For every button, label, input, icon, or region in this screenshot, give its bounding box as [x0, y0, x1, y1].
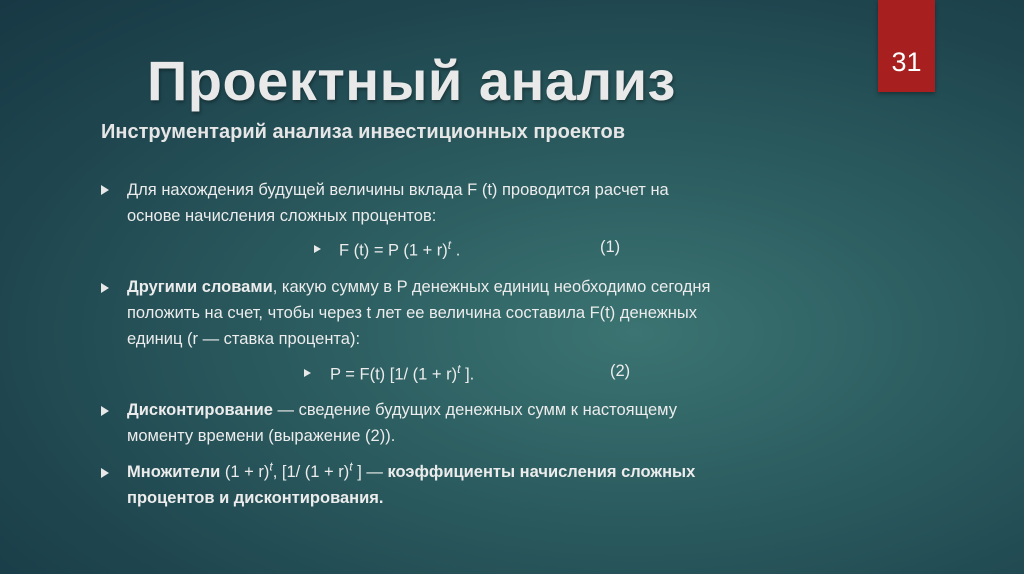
- page-number-badge: [878, 0, 935, 92]
- bullet-line: , какую сумму в P денежных единиц необходимо сегодня: [272, 278, 711, 296]
- bullet-exponent: t: [269, 459, 273, 474]
- bullet-arrow-icon: [101, 185, 109, 195]
- bullet-bold-text: коэффициенты начисления сложных: [387, 463, 696, 481]
- bullet-multipliers: [127, 459, 695, 511]
- bullet-arrow-icon: [101, 468, 109, 478]
- formula-arrow-icon: [314, 245, 321, 253]
- formula-present-value: [330, 362, 474, 385]
- bullet-arrow-icon: [101, 283, 109, 293]
- formula-exponent: t: [447, 238, 452, 252]
- formula-future-value: [339, 238, 460, 261]
- formula-tail: .: [451, 241, 461, 260]
- slide-title: Проектный анализ: [147, 49, 676, 112]
- bullet-line: Для нахождения будущей величины вклада F (t) проводится расчет на: [127, 181, 669, 199]
- bullet-bold-term: Дисконтирование: [127, 401, 273, 419]
- bullet-bold-term: Другими словами: [127, 278, 273, 296]
- formula-text: F (t) = P (1 + r): [339, 241, 448, 260]
- bullet-line: — сведение будущих денежных сумм к настоящему: [272, 401, 677, 419]
- formula-number: (1): [600, 238, 621, 256]
- bullet-line: моменту времени (выражение (2)).: [127, 427, 396, 445]
- bullet-arrow-icon: [101, 406, 109, 416]
- bullet-bold-term: Множители: [127, 463, 221, 481]
- bullet-text: ] —: [352, 463, 388, 481]
- bullet-text: (1 + r): [220, 463, 270, 481]
- formula-exponent: t: [457, 362, 461, 376]
- bullet-bold-text: процентов и дисконтирования.: [127, 489, 384, 507]
- bullet-line: основе начисления сложных процентов:: [127, 207, 437, 225]
- page-number: 31: [891, 47, 922, 77]
- slide-subtitle: Инструментарий анализа инвестиционных проектов: [101, 121, 626, 143]
- bullet-exponent: t: [349, 459, 353, 474]
- bullet-text: , [1/ (1 + r): [272, 463, 350, 481]
- formula-number: (2): [610, 362, 631, 380]
- bullet-line: единиц (r — ставка процента):: [127, 330, 361, 348]
- bullet-other-words: [127, 274, 710, 352]
- formula-arrow-icon: [304, 369, 311, 377]
- formula-tail: ].: [460, 365, 475, 384]
- bullet-line: положить на счет, чтобы через t лет ее величина составила F(t) денежных: [127, 304, 697, 322]
- formula-text: P = F(t) [1/ (1 + r): [330, 365, 458, 384]
- bullet-discounting: [127, 397, 677, 449]
- bullet-future-value: [127, 177, 669, 229]
